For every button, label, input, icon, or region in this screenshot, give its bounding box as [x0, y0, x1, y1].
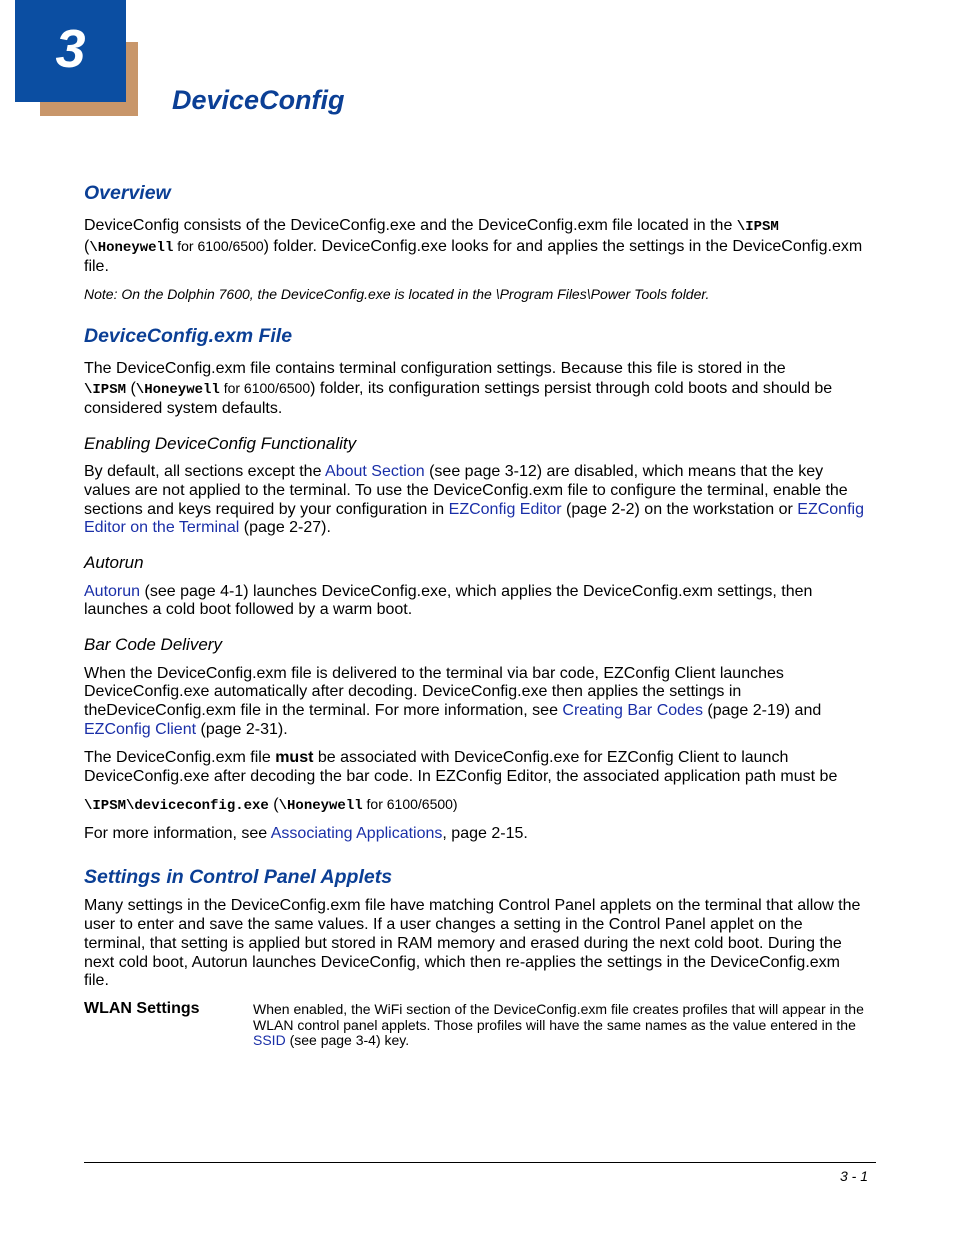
barcode-heading: Bar Code Delivery [84, 635, 222, 655]
barcode-paragraph-3 [84, 825, 868, 844]
barcode-path-line [84, 795, 868, 816]
text: (see page 3-12) are disabled, which means that the key values are not applied to the terminal. To use the DeviceConfig.exm file to configure the terminal, enable the sections and keys required by your configuration in [84, 462, 848, 518]
control-panel-heading: Settings in Control Panel Applets [84, 865, 393, 888]
barcode-paragraph-1 [84, 665, 868, 740]
wlan-settings-row [84, 1000, 868, 1049]
text: When enabled, the WiFi section of the DeviceConfig.exm file creates profiles that will appear in the WLAN control panel applets. Those profiles will have the same names as the value entered in the [253, 1001, 864, 1033]
text: , page 2-15. [442, 825, 528, 843]
text: for 6100/6500 [219, 379, 311, 396]
control-panel-paragraph: Many settings in the DeviceConfig.exm file have matching Control Panel applets on the terminal that allow the user to enter and save the same values. If a user changes a setting in the Control Panel applet on the terminal, that setting is applied but stored in RAM memory and erased during the next cold boot. During the next cold boot, Autorun launches DeviceConfig, which then re-applies the settings in the DeviceConfig.exm file. [84, 897, 861, 990]
exm-file-paragraph [84, 360, 868, 418]
ezconfig-editor-link[interactable]: EZConfig Editor [448, 500, 562, 518]
emphasis: must [275, 748, 314, 766]
code-path: \Honeywell [135, 381, 220, 398]
text: be associated with DeviceConfig.exe for EZConfig Client to launch DeviceConfig.exe after decoding the bar code. In EZConfig Editor, the associated application path must be [84, 748, 838, 785]
text: When the DeviceConfig.exm file is delivered to the terminal via bar code, EZConfig Client launches DeviceConfig.exe automatically after decoding. DeviceConfig.exe then applies the settings in theDeviceConfig.exm file in the terminal. For more information, see [84, 664, 784, 720]
code-path: \Honeywell [89, 240, 174, 257]
associating-applications-link[interactable]: Associating Applications [270, 825, 443, 843]
text: The DeviceConfig.exm file [84, 748, 276, 766]
text: (see page 4-1) launches DeviceConfig.exe, which applies the DeviceConfig.exm settings, then launches a cold boot followed by a warm boot. [84, 582, 813, 619]
text: (page 2-19) and [702, 702, 822, 720]
about-section-link[interactable]: About Section [325, 462, 425, 480]
text: ) folder, its configuration settings persist through cold boots and should be considered system defaults. [84, 379, 833, 417]
overview-note: Note: On the Dolphin 7600, the DeviceConfig.exe is located in the \Program Files\Power Tools folder. [84, 285, 710, 302]
autorun-link[interactable]: Autorun [84, 582, 141, 600]
text: The DeviceConfig.exm file contains terminal configuration settings. Because this file is stored in the [84, 360, 786, 378]
text: (page 2-2) on the workstation or [561, 500, 798, 518]
chapter-title: DeviceConfig [172, 85, 345, 115]
footer-divider [84, 1162, 876, 1163]
text: ( [126, 379, 136, 397]
wlan-settings-description [253, 1000, 868, 1049]
text: ) folder. DeviceConfig.exe looks for and applies the settings in the DeviceConfig.exm file. [84, 238, 863, 275]
wlan-settings-label: WLAN Settings [84, 1000, 200, 1018]
barcode-paragraph-2 [84, 749, 868, 787]
ssid-link[interactable]: SSID [253, 1032, 286, 1049]
text: (page 2-27). [239, 519, 331, 537]
page-number: 3 - 1 [839, 1168, 868, 1184]
creating-bar-codes-link[interactable]: Creating Bar Codes [562, 702, 703, 720]
text: DeviceConfig consists of the DeviceConfig.exe and the DeviceConfig.exm file located in the [84, 217, 737, 235]
text: ( [84, 238, 90, 256]
overview-paragraph [84, 217, 868, 276]
chapter-number: 3 [55, 19, 86, 79]
text: For more information, see [84, 825, 271, 843]
text: (see page 3-4) key. [285, 1032, 410, 1049]
text: By default, all sections except the [84, 462, 326, 480]
overview-heading: Overview [84, 182, 171, 204]
enabling-heading: Enabling DeviceConfig Functionality [84, 433, 357, 453]
code-path: \IPSM [736, 219, 779, 236]
autorun-heading: Autorun [84, 553, 144, 573]
exm-file-heading: DeviceConfig.exm File [84, 324, 293, 347]
page-content [84, 182, 868, 1049]
ezconfig-editor-terminal-link[interactable]: EZConfig Editor on the Terminal [84, 500, 864, 537]
code-path: \Honeywell [278, 798, 363, 815]
autorun-paragraph [84, 583, 868, 621]
code-path: \IPSM\deviceconfig.exe [84, 798, 269, 815]
text: for 6100/6500 [173, 238, 264, 255]
code-path: \IPSM [84, 381, 127, 398]
text: for 6100/6500) [362, 796, 458, 813]
enabling-paragraph [84, 463, 868, 538]
text: (page 2-31). [196, 720, 288, 738]
ezconfig-client-link[interactable]: EZConfig Client [84, 720, 197, 738]
text: ( [268, 796, 279, 814]
